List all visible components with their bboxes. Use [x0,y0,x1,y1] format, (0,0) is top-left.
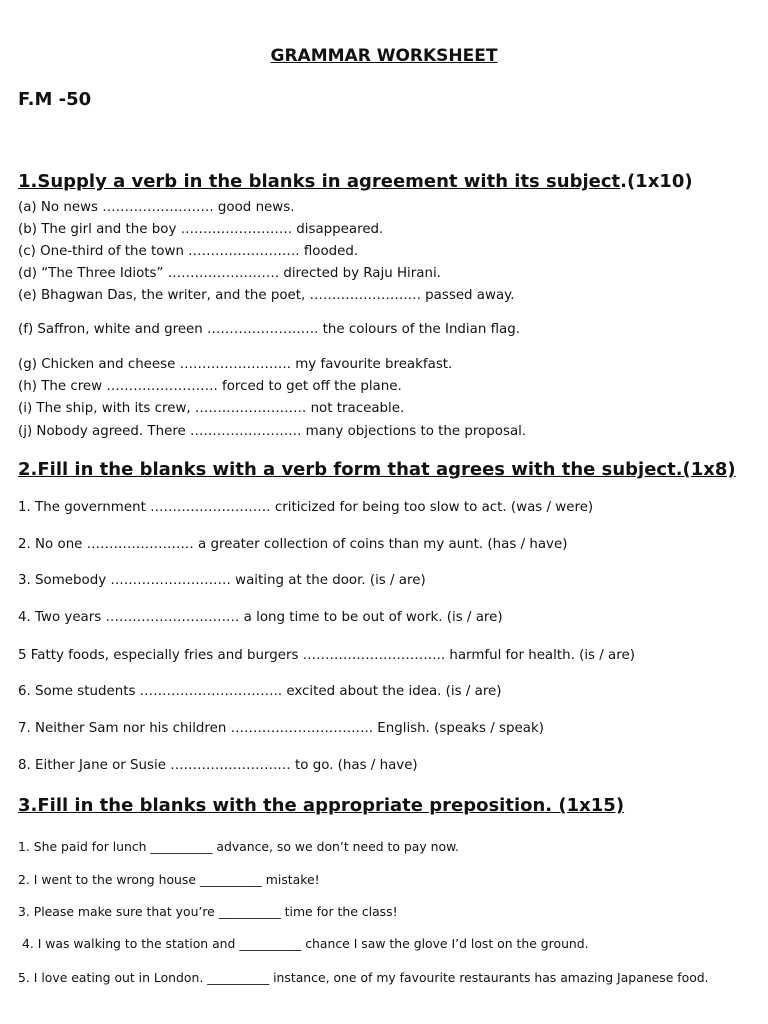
section-2-item: 8. Either Jane or Susie ……………………… to go. (has / have) [18,758,418,773]
section-1-item: (g) Chicken and cheese ……………………. my favourite breakfast. [18,357,453,372]
section-3-item: 4. I was walking to the station and __________ chance I saw the glove I’d lost on the ground. [18,936,589,951]
section-3-item: 3. Please make sure that you’re __________ time for the class! [18,904,398,919]
worksheet-title: GRAMMAR WORKSHEET [270,46,498,66]
section-1-heading-underlined: 1.Supply a verb in the blanks in agreement with its subject [18,171,621,192]
section-2-item: 6. Some students ………………………….. excited about the idea. (is / are) [18,684,502,699]
section-1-item: (a) No news ……………………. good news. [18,200,295,215]
section-1-item: (b) The girl and the boy ……………………. disappeared. [18,222,384,237]
section-3-heading [18,795,624,816]
section-3-item: 5. I love eating out in London. __________ instance, one of my favourite restaurants has amazing Japanese food. [18,970,709,985]
section-2-heading [18,459,736,480]
section-1-item: (f) Saffron, white and green ……………………. the colours of the Indian flag. [18,322,520,337]
section-2-item: 4. Two years ………………………… a long time to be out of work. (is / are) [18,610,503,625]
section-3-heading-text: 3.Fill in the blanks with the appropriate preposition. (1x15) [18,795,625,816]
section-1-item: (c) One-third of the town ……………………. flooded. [18,244,359,259]
section-3-item: 1. She paid for lunch __________ advance, so we don’t need to pay now. [18,839,459,854]
section-2-item: 7. Neither Sam nor his children ………………………….. English. (speaks / speak) [18,721,544,736]
section-2-item: 1. The government ……………………… criticized for being too slow to act. (was / were) [18,500,594,515]
section-2-item: 3. Somebody ……………………… waiting at the door. (is / are) [18,573,426,588]
section-1-item: (i) The ship, with its crew, ……………………. not traceable. [18,401,405,416]
section-2-item: 5 Fatty foods, especially fries and burgers ………………………….. harmful for health. (is / are) [18,648,635,663]
section-1-item: (j) Nobody agreed. There ……………………. many objections to the proposal. [18,424,527,439]
section-1-item: (e) Bhagwan Das, the writer, and the poet, ……………………. passed away. [18,288,515,303]
section-1-heading-marks: .(1x10) [620,171,693,192]
section-1-item: (d) “The Three Idiots” ……………………. directed by Raju Hirani. [18,266,441,281]
full-marks: F.M -50 [18,89,92,110]
section-2-heading-text: 2.Fill in the blanks with a verb form that agrees with the subject.(1x8) [18,459,736,480]
section-1-heading [18,171,693,192]
section-2-item: 2. No one …………………… a greater collection of coins than my aunt. (has / have) [18,537,568,552]
section-3-item: 2. I went to the wrong house __________ mistake! [18,872,320,887]
section-1-item: (h) The crew ……………………. forced to get off the plane. [18,379,402,394]
